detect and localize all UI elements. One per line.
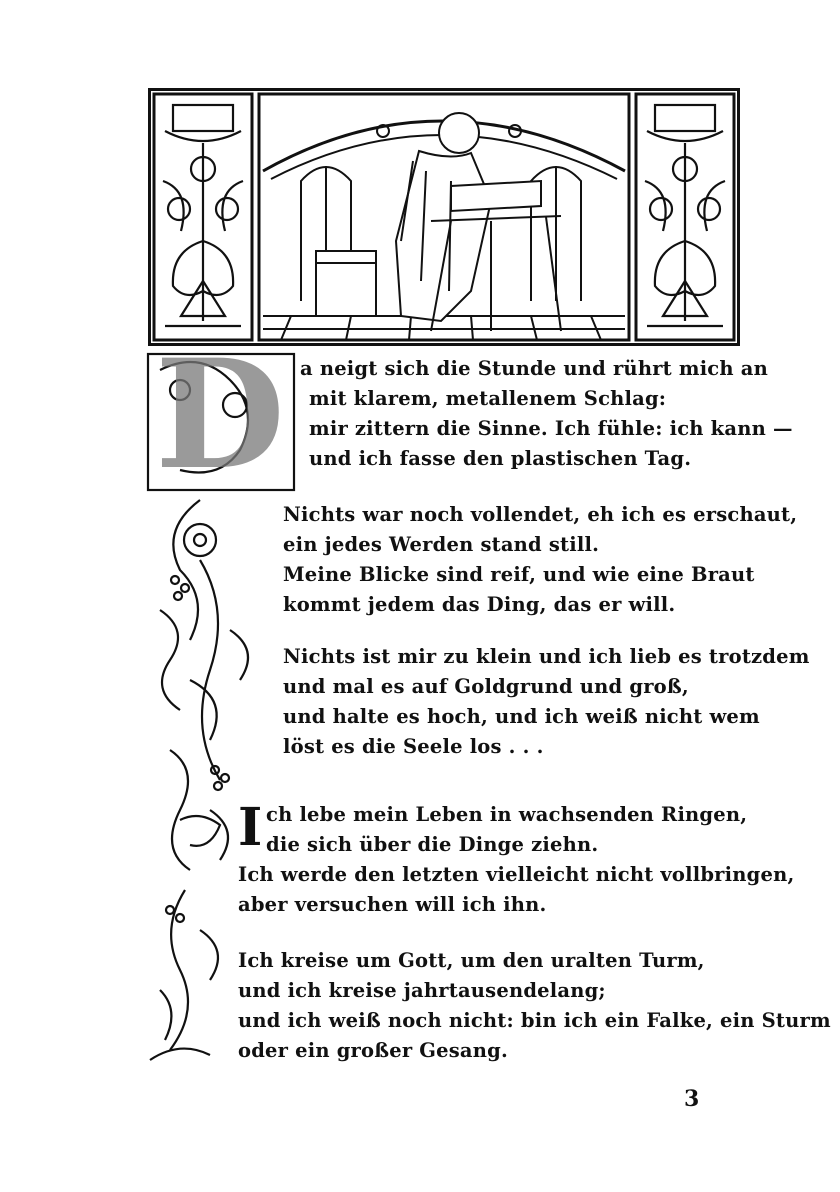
verse-line: ein jedes Werden stand still. (283, 533, 600, 556)
verse-line: und ich weiß noch nicht: bin ich ein Falke, ein Sturm (238, 1009, 831, 1032)
verse-line: Ich kreise um Gott, um den uralten Turm, (238, 949, 705, 972)
stanza-3 (283, 642, 810, 762)
verse-line: aber versuchen will ich ihn. (238, 893, 547, 916)
stanza-5 (238, 946, 831, 1066)
verse-line: mit klarem, metallenem Schlag: (309, 387, 667, 410)
verse-line: und ich fasse den plastischen Tag. (309, 447, 692, 470)
verse-line: Ich werde den letzten vielleicht nicht vollbringen, (238, 863, 795, 886)
verse-line: mir zittern die Sinne. Ich fühle: ich kann — (309, 417, 793, 440)
verse-line: Nichts war noch vollendet, eh ich es erschaut, (283, 503, 798, 526)
stanza-4 (238, 797, 795, 920)
verse-line: die sich über die Dinge ziehn. (266, 833, 599, 856)
woodcut-drawing (151, 91, 737, 343)
verse-line: oder ein großer Gesang. (238, 1039, 508, 1062)
stanza-1 (300, 354, 793, 474)
verse-line: Meine Blicke sind reif, und wie eine Braut (283, 563, 755, 586)
stanza-initial-letter: I (238, 797, 263, 858)
verse-line: löst es die Seele los . . . (283, 735, 544, 758)
header-woodcut-illustration (148, 88, 740, 346)
verse-line-text: ch lebe mein Leben in wachsenden Ringen, (266, 803, 748, 826)
drop-cap-initial: D (154, 327, 286, 503)
verse-line: und ich kreise jahrtausendelang; (238, 979, 606, 1002)
stanza-2 (283, 500, 797, 620)
page-number: 3 (684, 1086, 700, 1112)
center-scene (259, 94, 629, 340)
verse-line: und halte es hoch, und ich weiß nicht wem (283, 705, 760, 728)
verse-line: kommt jedem das Ding, das er will. (283, 593, 676, 616)
left-ornament-panel (154, 94, 252, 340)
verse-line: Nichts ist mir zu klein und ich lieb es trotzdem (283, 645, 810, 668)
verse-line: und mal es auf Goldgrund und groß, (283, 675, 689, 698)
verse-line: a neigt sich die Stunde und rührt mich an (300, 357, 768, 380)
right-ornament-panel (636, 94, 734, 340)
